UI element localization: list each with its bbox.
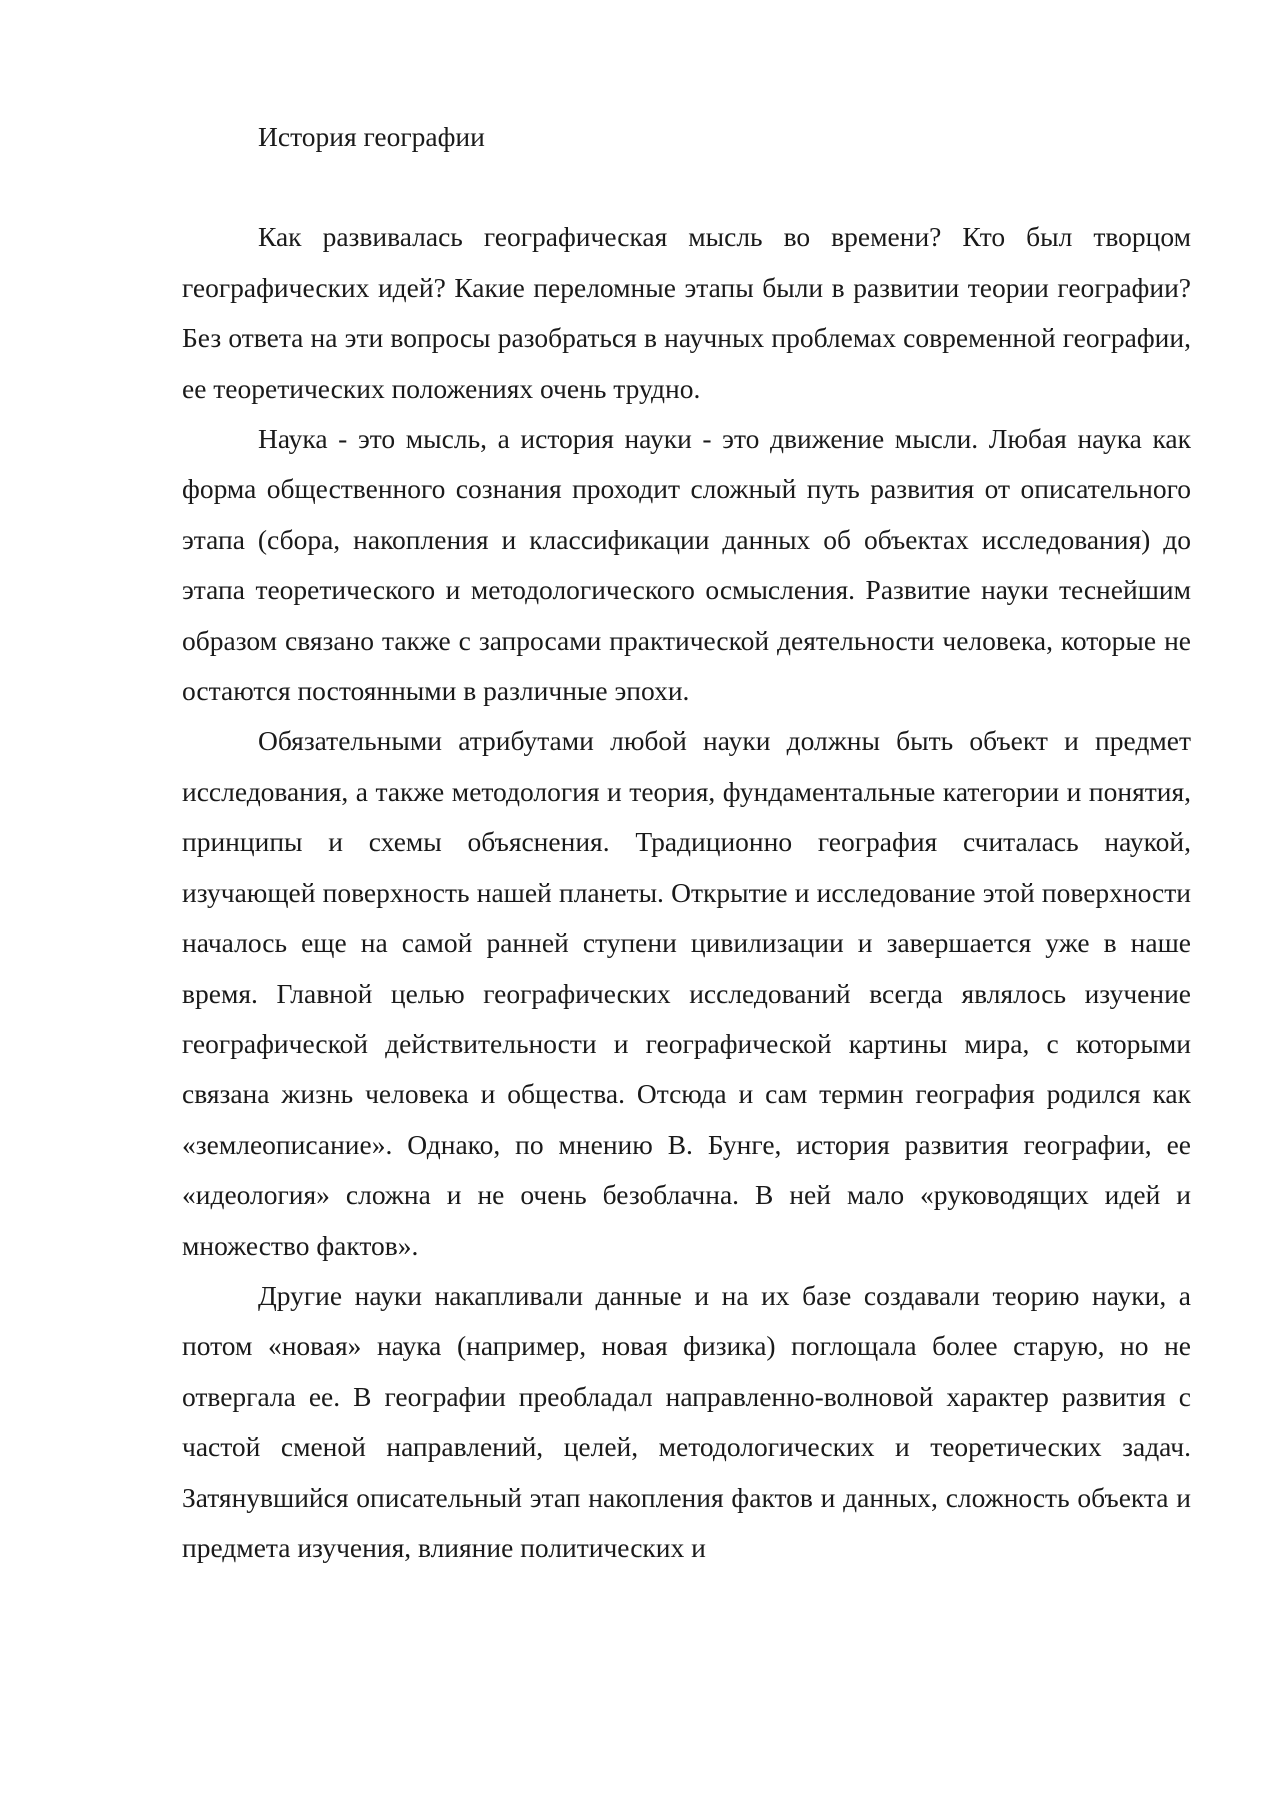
paragraph-3: Обязательными атрибутами любой науки должны быть объект и предмет исследования, а также методология и теория, фундаментальные категории и понятия, принципы и схемы объяснения. Традиционно география считалась наукой, изучающей поверхность нашей планеты. Открытие и исследование этой поверхности началось еще на самой ранней ступени цивилизации и завершается уже в наше время. Главной целью географических исследований всегда являлось изучение географической действительности и географической картины мира, с которыми связана жизнь человека и общества. Отсюда и сам термин география родился как «землеописание». Однако, по мнению В. Бунге, история развития географии, ее «идеология» сложна и не очень безоблачна. В ней мало «руководящих идей и множество фактов».: [182, 725, 1191, 1261]
document-title: История географии: [258, 121, 485, 152]
paragraph-1: Как развивалась географическая мысль во времени? Кто был творцом географических идей? Какие переломные этапы были в развитии теории географии? Без ответа на эти вопросы разобраться в научных проблемах современной географии, ее теоретических положениях очень трудно.: [182, 221, 1191, 404]
paragraph-2: Наука - это мысль, а история науки - это движение мысли. Любая наука как форма общественного сознания проходит сложный путь развития от описательного этапа (сбора, накопления и классификации данных об объектах исследования) до этапа теоретического и методологического осмысления. Развитие науки теснейшим образом связано также с запросами практической деятельности человека, которые не остаются постоянными в различные эпохи.: [182, 423, 1191, 707]
paragraph-4: Другие науки накапливали данные и на их базе создавали теорию науки, а потом «новая» наука (например, новая физика) поглощала более старую, но не отвергала ее. В географии преобладал направленно-волновой характер развития с частой сменой направлений, целей, методологических и теоретических задач. Затянувшийся описательный этап накопления фактов и данных, сложность объекта и предмета изучения, влияние политических и: [182, 1279, 1191, 1563]
document-body: [182, 112, 1191, 1573]
